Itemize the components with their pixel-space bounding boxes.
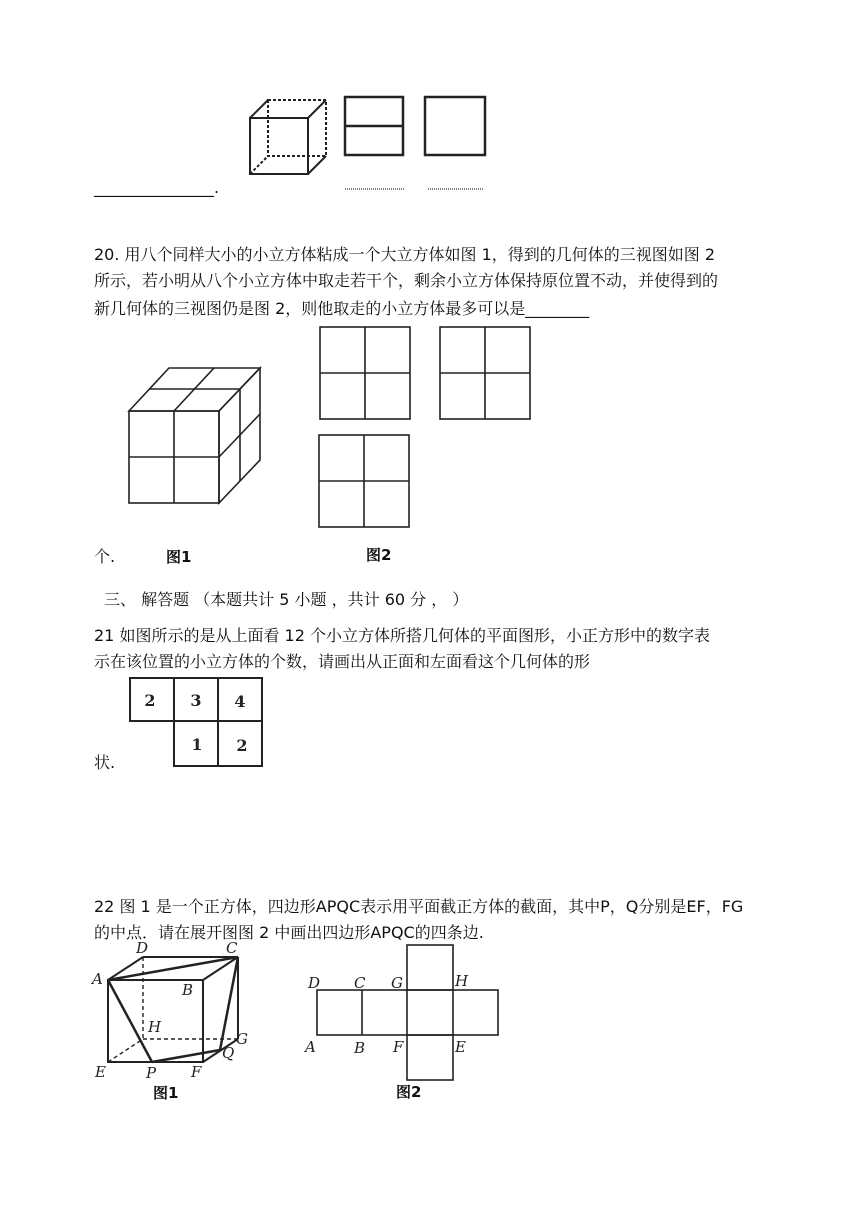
q22-fig1-label-E: E [95,1063,106,1081]
q19-views-figure [0,0,860,200]
q19-front-view [345,97,403,155]
q22-fig1-label-P: P [146,1064,157,1082]
q20-text-line-1: 20. 用八个同样大小的小立方体粘成一个大立方体如图 1，得到的几何体的三视图如图 2 [94,245,716,264]
q22-fig1-label-H: H [148,1018,162,1036]
q20-text-line-2: 所示，若小明从八个小立方体中取走若干个，剩余小立方体保持原位置不动，并使得到的 [94,271,719,290]
q21-text-line-3: 状. [94,753,116,772]
q22-fig1-label-A: A [92,970,103,988]
q22-fig2-label-B: B [354,1039,366,1057]
q22-fig1-label-F: F [191,1063,202,1081]
q20-text-line-4: 个. [94,547,116,566]
q22-fig1-label-B: B [182,981,194,999]
q19-box-3d [250,100,326,174]
section-3-heading: 三、 解答题 （本题共计 5 小题 ，共计 60 分 ， ） [104,590,469,609]
q20-side-view [440,327,530,419]
q21-cell-2-2: 1 [191,735,203,754]
q22-fig1-label-C: C [226,939,238,957]
q21-cell-1-3: 4 [234,692,246,711]
q22-fig1-label-D: D [136,939,149,957]
q21-text-line-2: 示在该位置的小立方体的个数，请画出从正面和左面看这个几何体的形 [94,652,591,671]
q22-fig2-label-H: H [455,972,469,990]
q21-cell-2-3: 2 [236,736,248,755]
q22-fig2-label-F: F [393,1038,404,1056]
q22-fig2-label-E: E [455,1038,466,1056]
q19-side-view [425,97,485,155]
q20-text-line-3: 新几何体的三视图仍是图 2，则他取走的小立方体最多可以是________ [94,299,590,318]
q19-answer-blank: _______________. [94,178,220,197]
q20-fig1-caption: 图1 [166,548,192,566]
q22-text-line-2: 的中点．请在展开图图 2 中画出四边形APQC的四条边. [94,923,484,942]
q21-cell-1-1: 2 [144,691,156,710]
q20-front-view [320,327,410,419]
q22-fig1-caption: 图1 [153,1084,179,1102]
q22-fig2-label-D: D [308,974,321,992]
q21-cell-1-2: 3 [190,691,202,710]
q22-fig2-label-A: A [305,1038,316,1056]
q22-fig1-label-G: G [236,1030,248,1048]
q21-text-line-1: 21 如图所示的是从上面看 12 个小立方体所搭几何体的平面图形，小正方形中的数字表 [94,626,710,645]
q22-fig2-label-C: C [354,974,366,992]
q22-fig2-caption: 图2 [396,1083,422,1101]
q22-fig2-label-G: G [391,974,403,992]
q22-fig1-label-Q: Q [222,1044,235,1062]
q22-text-line-1: 22 图 1 是一个正方体，四边形APQC表示用平面截正方体的截面，其中P，Q分别是EF，FG [94,897,744,916]
q20-fig2-caption: 图2 [366,546,392,564]
q20-top-view [319,435,409,527]
